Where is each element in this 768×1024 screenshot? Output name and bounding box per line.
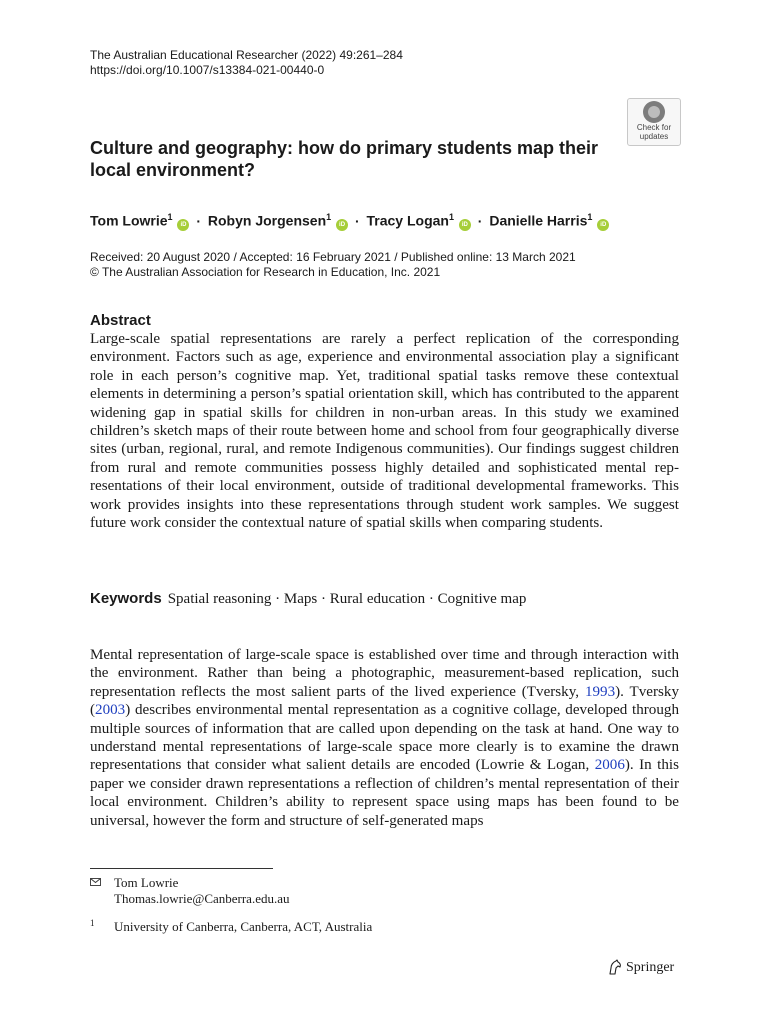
- body-text-segment: Mental representation of large-scale space is established over time and through interaction with the environment. Rather than being a photographic, measurement-based replication, such representation reflects the most salient parts of the lived experience (Tversky,: [90, 647, 679, 700]
- abstract-text: Large-scale spatial representations are rarely a perfect replication of the corresponding environment. Factors such as age, experience and environmental association play a significant role in each person’s cognitive map. Yet, traditional spatial tasks remove these contextual elements in determining a person’s spatial orientation skill, which has contributed to the apparent widening gap in spatial skills for children in non-urban areas. In this study we examined children’s sketch maps of their route between home and school from four geographically diverse sites (urban, regional, rural, and remote Indigenous communities). Our findings suggest children from rural and remote communities possess highly detailed and sophisticated mental representations of their local environment, outside of traditional developmental frameworks. This work provides insights into these representations through student work samples. We suggest future work consider the contextual nature of spatial skills when comparing students.: [90, 331, 679, 532]
- copyright-notice: © The Australian Association for Research in Education, Inc. 2021: [90, 265, 441, 279]
- affiliation-text: University of Canberra, Canberra, ACT, Australia: [114, 919, 373, 934]
- citation-link[interactable]: 2003: [95, 702, 126, 719]
- author-separator: ·: [196, 212, 201, 229]
- check-for-updates-button[interactable]: [627, 98, 681, 146]
- orcid-icon[interactable]: iD: [459, 219, 471, 231]
- orcid-icon[interactable]: iD: [336, 219, 348, 231]
- correspondent-name: Tom Lowrie: [114, 875, 179, 890]
- body-text-segment: ). Tversky (: [90, 683, 679, 719]
- footnote-divider: [90, 868, 273, 869]
- abstract-heading: Abstract: [90, 312, 151, 329]
- body-paragraph: [90, 646, 679, 830]
- envelope-icon: [90, 878, 101, 886]
- orcid-icon[interactable]: iD: [597, 219, 609, 231]
- author-name[interactable]: Tom Lowrie: [90, 212, 168, 229]
- author-affil-sup: 1: [167, 212, 173, 222]
- author-affil-sup: 1: [326, 212, 332, 222]
- author-separator: ·: [477, 212, 483, 229]
- author-name[interactable]: Robyn Jorgensen: [207, 212, 327, 229]
- check-for-updates-icon: [643, 101, 665, 123]
- body-text-segment: ). In this paper we consider drawn representations a reflection of children’s mental representation of their local environment. Children’s ability to represent space using maps has been found to be universal, however the form and structure of self-generated maps: [90, 757, 679, 829]
- author-separator: ·: [354, 212, 360, 229]
- author-name[interactable]: Tracy Logan: [366, 212, 449, 229]
- publication-dates: Received: 20 August 2020 / Accepted: 16 February 2021 / Published online: 13 March 2021: [90, 250, 576, 264]
- springer-horse-icon: [607, 959, 623, 975]
- affiliation-number: 1: [90, 918, 95, 928]
- doi-link[interactable]: https://doi.org/10.1007/s13384-021-00440-0: [90, 63, 325, 77]
- check-updates-line2: updates: [639, 132, 669, 141]
- journal-citation: The Australian Educational Researcher (2022) 49:261–284: [90, 48, 403, 62]
- author-name[interactable]: Danielle Harris: [489, 212, 588, 229]
- correspondent-email[interactable]: Thomas.lowrie@Canberra.edu.au: [114, 891, 290, 906]
- keywords-label: Keywords: [90, 590, 162, 607]
- check-updates-line1: Check for: [636, 123, 672, 132]
- author-affil-sup: 1: [448, 212, 454, 222]
- author-affil-sup: 1: [587, 212, 593, 222]
- citation-link[interactable]: 1993: [584, 683, 616, 700]
- keywords-list: Spatial reasoning · Maps · Rural education · Cognitive map: [167, 591, 527, 607]
- article-title: Culture and geography: how do primary students map their local environment?: [90, 138, 599, 180]
- author-list: [90, 207, 609, 231]
- publisher-name: Springer: [626, 960, 675, 975]
- citation-link[interactable]: 2006: [594, 757, 625, 774]
- body-text-segment: ) describes environmental mental representation as a cognitive collage, developed through multiple sources of information that are called upon depending on the task at hand. One way to understand mental representations of large-scale space more clearly is to examine the drawn representations that consider what salient details are encoded (Lowrie & Logan,: [90, 702, 679, 774]
- keywords-line: [90, 590, 526, 608]
- orcid-icon[interactable]: iD: [177, 219, 189, 231]
